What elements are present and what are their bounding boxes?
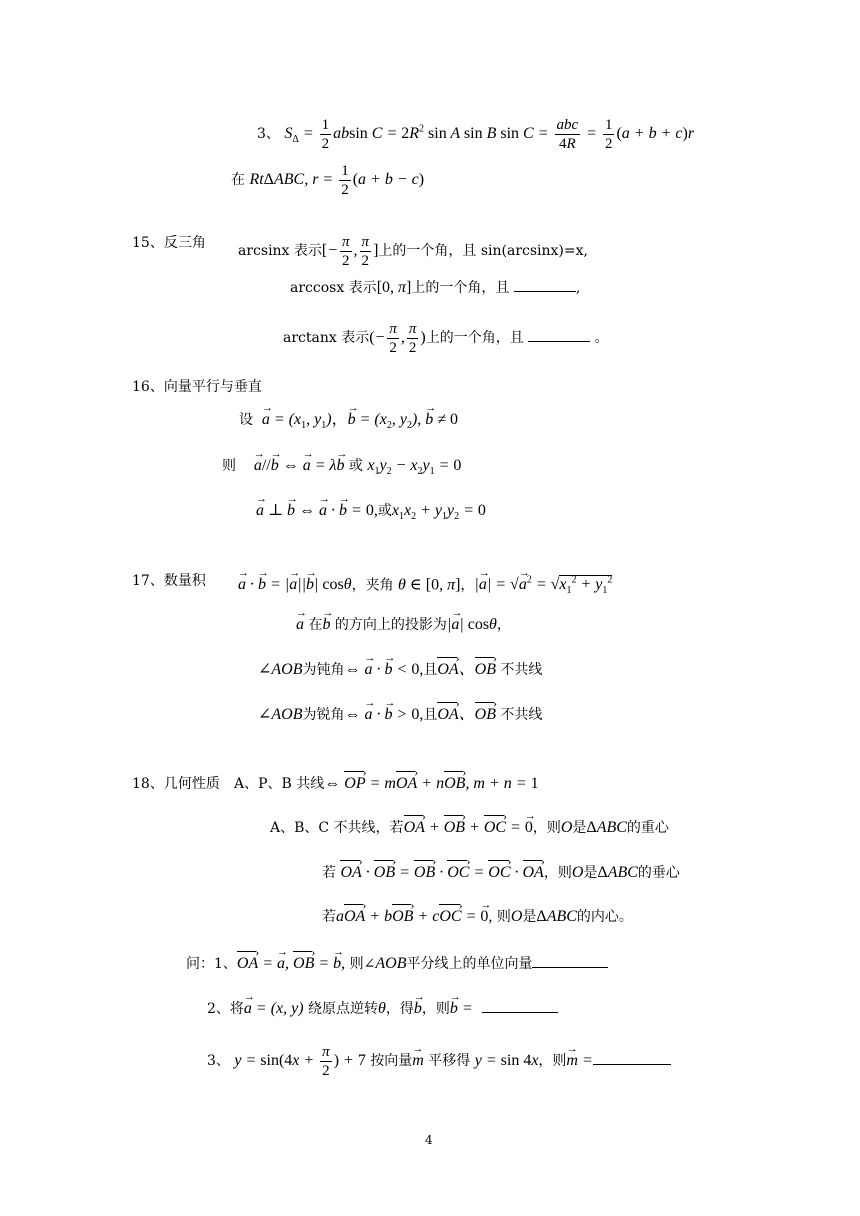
question-2-blank[interactable] [482,998,558,1013]
question-1-blank[interactable] [532,953,608,968]
inradius-line: 在 RtΔABC, r = $\frac{1}{2}$ (a + b − c) [231,163,425,198]
page-number: 4 [425,1133,433,1147]
section-16-title: 16、向量平行与垂直 [132,379,262,395]
area-formula-line [257,116,694,153]
question-3: 3、 y = sin(4x + $\frac{\pi}{2}$ ) + 7 按向量→ m 平移得 y = sin 4x，则→ m = [207,1043,671,1080]
question-3-blank[interactable] [593,1050,671,1065]
item-number: 3、 [257,126,280,143]
centroid-line: A、B、C 不共线，若OA › + OB › + OC › = → 0，则O是ΔABC的重心 [270,818,669,838]
arccos-answer-blank[interactable] [514,277,576,292]
arctan-answer-blank[interactable] [528,327,590,342]
section-17-title: 17、数量积 [132,573,206,589]
incenter-line: 若aOA › + bOB › + cOC › = → 0, 则O是ΔABC的内心。 [322,907,633,927]
collinear-line: A、P、B 共线⇔ OP › = mOA › + nOB ›, m + n = 1 [234,774,539,794]
orthocenter-line: 若 OA › · OB › = OB › · OC › = OC › · OA ›，则O是ΔABC的垂心 [322,863,680,883]
parallel-line: 则 → a//→ b ⇔ → a = λ→ b 或 $x_1y_2 - x_2y_1 = 0$ [222,456,461,482]
section-18-title: 18、几何性质 [132,776,220,792]
area-formula: $S_\Delta$ = $\frac{1}{2}$ absin $C = 2R^2$ sin A sin B sin C = $\frac{\text{abc}}{4R}$ = $\frac{1}{2}$ (a + b + c)r [284,117,695,152]
acute-line: ∠AOB为锐角⇔ → a · → b > 0,且OA ›、OB › 不共线 [258,705,542,725]
projection-line: → a 在→ b 的方向上的投影为|→ a| cosθ， [296,615,511,635]
question-1: 问：1、OA › = → a, OB › = → b, 则∠AOB平分线上的单位向量 [186,953,608,974]
arctan-line: arctanx 表示(− $\frac{\pi}{2}$ , $\frac{\pi}{2}$ )上的一个角，且 。 [283,321,609,356]
obtuse-line: ∠AOB为钝角⇔ → a · → b < 0,且OA ›、OB › 不共线 [258,660,542,680]
dot-product-line: → a · → b = |→ a||→ b| cosθ，夹角 θ ∈ [0, π]，|→ a| = √→ $a^2 = √x_1^2 + y_1^2$ [238,571,612,602]
arcsin-line: arcsinx 表示[− $\frac{\pi}{2}$ , $\frac{\pi}{2}$ ]上的一个角，且 sin(arcsinx)=x, [238,234,588,269]
vectors-def-line: 设 → $a = (x_1$, $y_1$)，→ $b = (x_2$, $y_2$), → b ≠ 0 [239,410,458,436]
inradius-formula: RtΔABC, r = $\frac{1}{2}$ (a + b − c) [249,163,425,198]
perpendicular-line: → a ⊥ → b ⇔ → a · → b = 0,或$x_1x_2 + y_1y_2 = 0$ [256,501,486,527]
section-15-title: 15、反三角 [132,235,206,251]
question-2: 2、将→ a = (x, y) 绕原点逆转θ，得→ b，则→ b = [207,998,558,1019]
arccos-line: arccosx 表示[0, π]上的一个角，且 , [290,279,581,296]
